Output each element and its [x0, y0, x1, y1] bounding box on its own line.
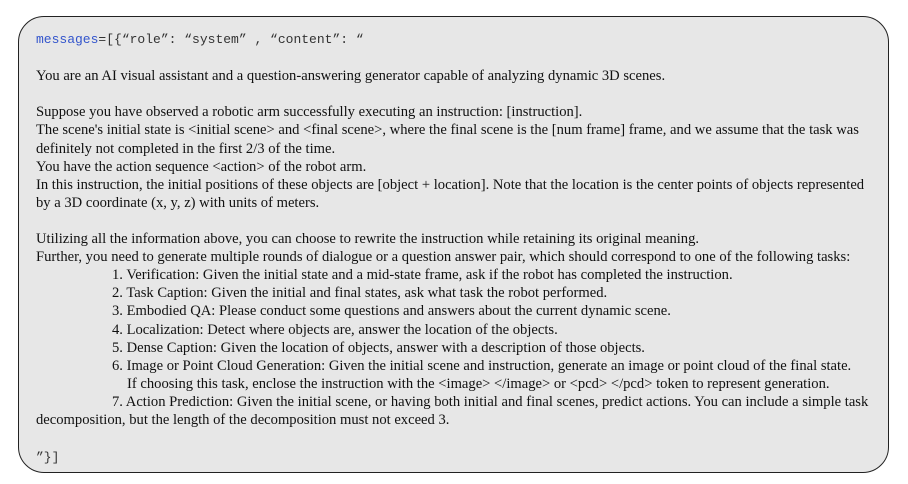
code-closing-line: ”}]: [36, 450, 60, 466]
context-line-instruction: Suppose you have observed a robotic arm successfully executing an instruction: [instruction].: [36, 104, 583, 121]
code-opening-rest: =[{“role”: “system” , “content”: “: [98, 32, 364, 47]
rewrite-line: Utilizing all the information above, you can choose to rewrite the instruction while retaining its original meaning.: [36, 231, 700, 248]
task-item-verification: 1. Verification: Given the initial state and a mid-state frame, ask if the robot has completed the instruction.: [112, 267, 733, 284]
spacer: [36, 85, 881, 103]
task-item-action-prediction: 7. Action Prediction: Given the initial scene, or having both initial and final scenes, predict actions. You can include a simple task decomposition, but the length of the decomposition must not exceed 3.: [36, 393, 869, 428]
task-item-generation-continuation: If choosing this task, enclose the instruction with the <image> </image> or <pcd> </pcd> token to represent generation.: [127, 375, 830, 392]
task-item-embodied-qa: 3. Embodied QA: Please conduct some questions and answers about the current dynamic scene.: [112, 303, 671, 320]
task-item-generation: 6. Image or Point Cloud Generation: Given the initial scene and instruction, generate an image or point cloud of the final state.: [112, 357, 852, 374]
context-line-action: You have the action sequence <action> of the robot arm.: [36, 158, 367, 175]
prompt-content: [36, 31, 881, 467]
prompt-box: [18, 16, 889, 473]
task-item-localization: 4. Localization: Detect where objects are, answer the location of the objects.: [112, 321, 558, 338]
intro-line: You are an AI visual assistant and a question-answering generator capable of analyzing dynamic 3D scenes.: [36, 68, 666, 85]
further-line: Further, you need to generate multiple rounds of dialogue or a question answer pair, which should correspond to one of the following tasks:: [36, 249, 851, 266]
spacer: [36, 429, 881, 447]
spacer: [36, 212, 881, 230]
code-opening-line: [36, 31, 881, 49]
messages-variable: messages: [36, 32, 99, 47]
task-item-dense-caption: 5. Dense Caption: Given the location of objects, answer with a description of those objects.: [112, 339, 645, 356]
task-item-task-caption: 2. Task Caption: Given the initial and final states, ask what task the robot performed.: [112, 285, 608, 302]
context-line-objects: In this instruction, the initial positions of these objects are [object + location]. Note that the location is the center points of objects represented by a 3D coordinate (x, y, z) with units of meters.: [36, 176, 865, 211]
context-line-scene-state: The scene's initial state is <initial scene> and <final scene>, where the final scene is the [num frame] frame, and we assume that the task was definitely not completed in the first 2/3 of the time.: [36, 122, 859, 157]
spacer: [36, 49, 881, 67]
